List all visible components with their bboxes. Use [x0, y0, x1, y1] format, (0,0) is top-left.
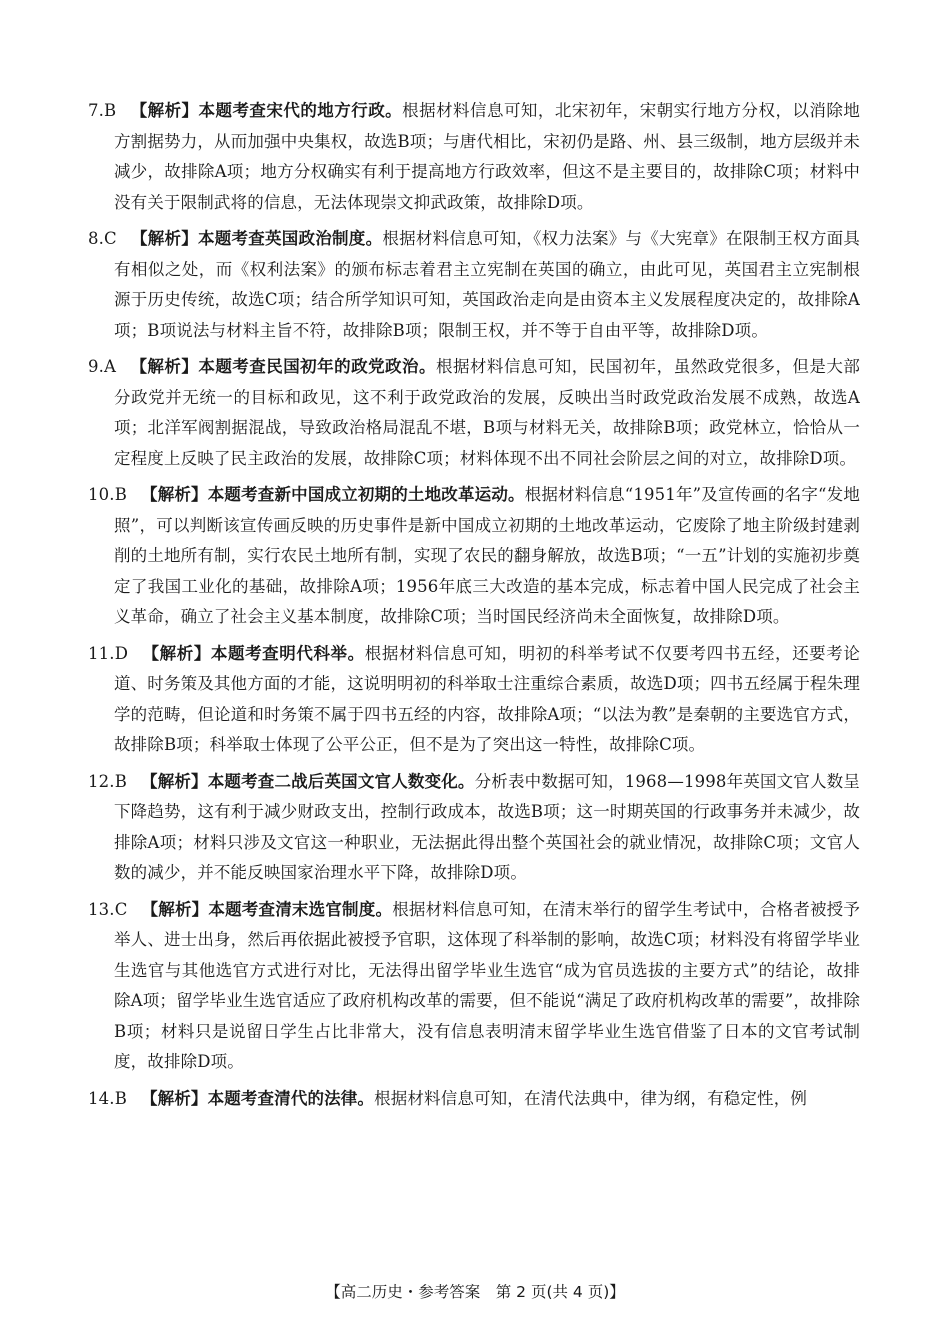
answer-letter: B — [114, 485, 127, 504]
answer-item-8 — [88, 224, 860, 346]
answer-item-13 — [88, 895, 860, 1078]
answer-item-9 — [88, 352, 860, 474]
question-number: 8. — [88, 229, 105, 248]
analysis-heading: 【解析】本题考查清代的法律。 — [140, 1088, 375, 1108]
analysis-heading: 【解析】本题考查明代科举。 — [142, 643, 365, 663]
analysis-heading: 【解析】本题考查民国初年的政党政治。 — [130, 357, 436, 376]
question-number: 11. — [88, 643, 115, 663]
answer-letter: C — [114, 899, 128, 919]
answer-item-14 — [88, 1084, 860, 1115]
analysis-heading: 【解析】本题考查清末选官制度。 — [141, 899, 393, 919]
analysis-heading: 【解析】本题考查二战后英国文官人数变化。 — [140, 771, 475, 791]
answer-item-10 — [88, 480, 860, 633]
answer-letter: D — [114, 643, 129, 663]
analysis-heading: 【解析】本题考查英国政治制度。 — [130, 229, 383, 248]
analysis-text: 根据材料信息“1951年”及宣传画的名字“发地照”，可以判断该宣传画反映的历史事件是新中国成立初期的土地改革运动，它废除了地主阶级封建剥削的土地所有制，实行农民土地所有制，实现了农民的翻身解放，故选B项；“一五”计划的实施初步奠定了我国工业化的基础，故排除A项；1956年底三大改造的基本完成，标志着中国人民完成了社会主义革命，确立了社会主义基本制度，故排除C项；当时国民经济尚未全面恢复，故排除D项。 — [114, 485, 860, 626]
analysis-heading: 【解析】本题考查宋代的地方行政。 — [130, 101, 403, 120]
answer-item-7 — [88, 96, 860, 218]
question-number: 10. — [88, 485, 115, 504]
analysis-heading: 【解析】本题考查新中国成立初期的土地改革运动。 — [140, 485, 525, 504]
answer-letter: B — [114, 771, 127, 791]
question-number: 9. — [88, 357, 105, 376]
question-number: 7. — [88, 101, 105, 120]
analysis-text: 根据材料信息可知，《权力法案》与《大宪章》在限制王权方面具有相似之处，而《权利法案》的颁布标志着君主立宪制在英国的确立，由此可见，英国君主立宪制根源于历史传统，故选C项；结合所学知识可知，英国政治走向是由资本主义发展程度决定的，故排除A项；B项说法与材料主旨不符，故排除B项；限制王权，并不等于自由平等，故排除D项。 — [114, 229, 860, 340]
answer-list — [88, 96, 860, 1120]
answer-letter: B — [104, 101, 117, 120]
answer-item-12 — [88, 767, 860, 889]
analysis-text: 根据材料信息可知，明初的科举考试不仅要考四书五经，还要考论道、时务策及其他方面的才能，这说明明初的科举取士注重综合素质，故选D项；四书五经属于程朱理学的范畴，但论道和时务策不属于四书五经的内容，故排除A项；“以法为教”是秦朝的主要选官方式，故排除B项；科举取士体现了公平公正，但不是为了突出这一特性，故排除C项。 — [114, 643, 860, 754]
analysis-text: 根据材料信息可知，在清末举行的留学生考试中，合格者被授予举人、进士出身，然后再依据此被授予官职，这体现了科举制的影响，故选C项；材料没有将留学毕业生选官与其他选官方式进行对比，无法得出留学毕业生选官“成为官员选拔的主要方式”的结论，故排除A项；留学毕业生选官适应了政府机构改革的需要，但不能说“满足了政府机构改革的需要”，故排除B项；材料只是说留日学生占比非常大，没有信息表明清末留学毕业生选官借鉴了日本的文官考试制度，故排除D项。 — [114, 899, 861, 1071]
analysis-text: 根据材料信息可知，民国初年，虽然政党很多，但是大部分政党并无统一的目标和政见，这不利于政党政治的发展，反映出当时政党政治发展不成熟，故选A项；北洋军阀割据混战，导致政治格局混乱不堪，B项与材料无关，故排除B项；政党林立，恰恰从一定程度上反映了民主政治的发展，故排除C项；材料体现不出不同社会阶层之间的对立，故排除D项。 — [114, 357, 861, 468]
answer-item-11 — [88, 639, 860, 761]
analysis-text: 根据材料信息可知，在清代法典中，律为纲，有稳定性，例 — [374, 1088, 807, 1108]
answer-letter: C — [104, 229, 117, 248]
analysis-text: 根据材料信息可知，北宋初年，宋朝实行地方分权，以消除地方割据势力，从而加强中央集权，故选B项；与唐代相比，宋初仍是路、州、县三级制，地方层级并未减少，故排除A项；地方分权确实有利于提高地方行政效率，但这不是主要目的，故排除C项；材料中没有关于限制武将的信息，无法体现崇文抑武政策，故排除D项。 — [114, 101, 860, 212]
answer-letter: B — [114, 1088, 127, 1108]
answer-letter: A — [104, 357, 117, 376]
question-number: 12. — [88, 771, 115, 791]
page-footer: 【高二历史・参考答案 第 2 页(共 4 页)】 — [325, 1283, 625, 1301]
question-number: 14. — [88, 1088, 115, 1108]
question-number: 13. — [88, 899, 115, 919]
analysis-text: 分析表中数据可知，1968—1998年英国文官人数呈下降趋势，这有利于减少财政支出，控制行政成本，故选B项；这一时期英国的行政事务并未减少，故排除A项；材料只涉及文官这一种职业，无法据此得出整个英国社会的就业情况，故排除C项；文官人数的减少，并不能反映国家治理水平下降，故排除D项。 — [114, 771, 860, 882]
